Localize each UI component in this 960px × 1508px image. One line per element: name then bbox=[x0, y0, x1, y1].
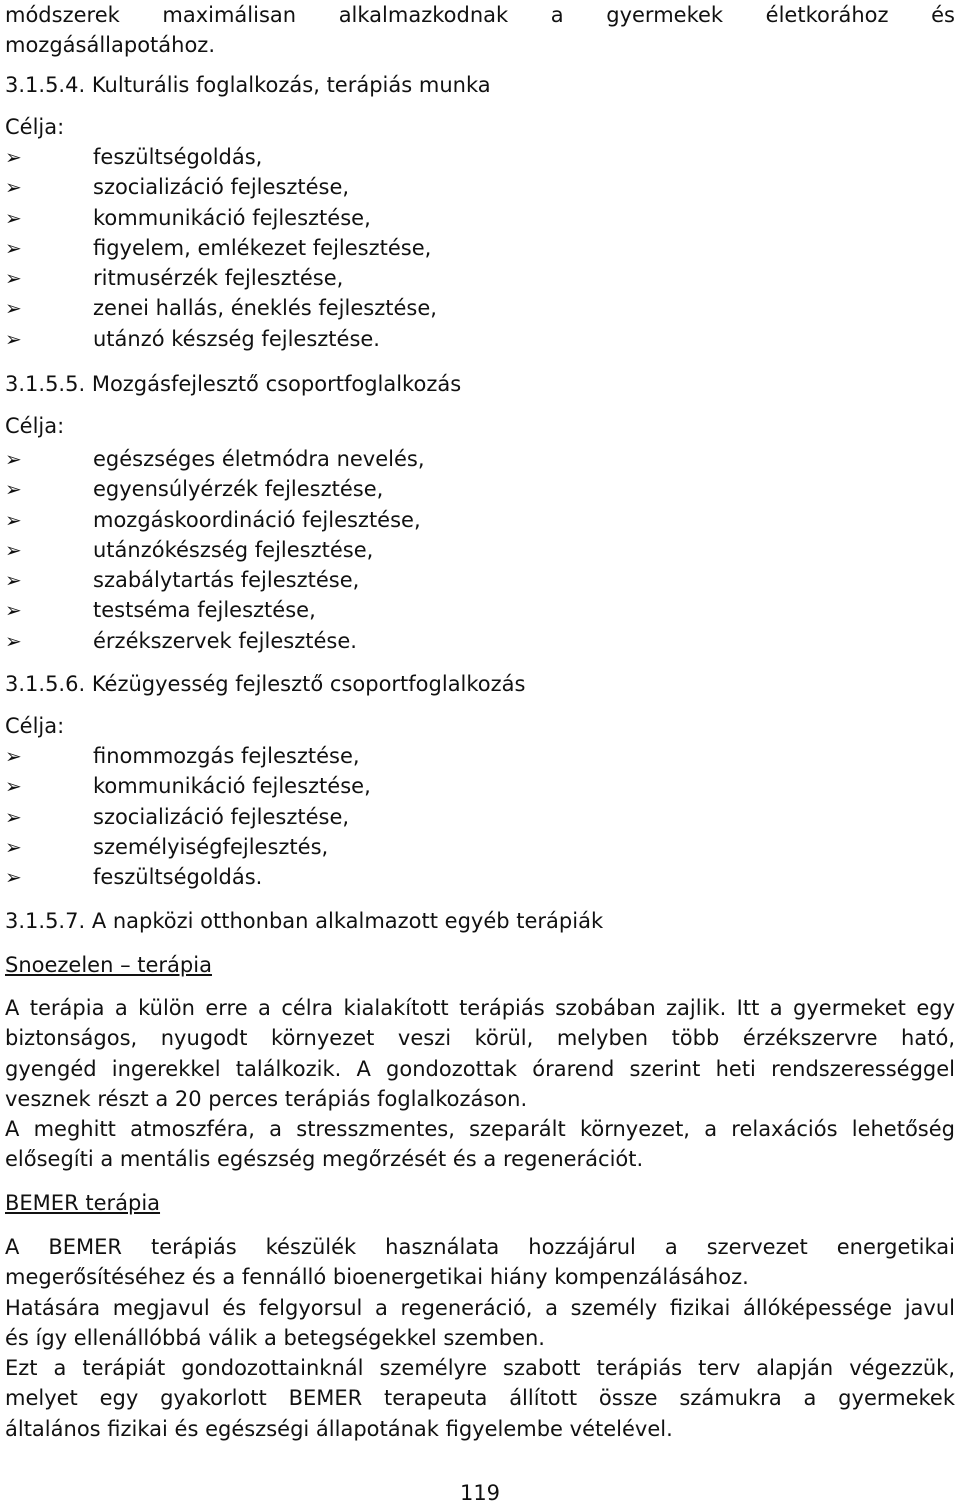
subsection-title: BEMER terápia bbox=[5, 1191, 161, 1215]
goal-label: Célja: bbox=[5, 414, 65, 438]
arrow-bullet-icon: ➢ bbox=[5, 477, 22, 502]
arrow-bullet-icon: ➢ bbox=[5, 235, 22, 260]
section-heading: 3.1.5.5. Mozgásfejlesztő csoportfoglalkozás bbox=[5, 372, 462, 396]
section-heading: 3.1.5.6. Kézügyesség fejlesztő csoportfoglalkozás bbox=[5, 672, 526, 696]
list-item: ➢ figyelem, emlékezet fejlesztése, bbox=[5, 233, 955, 263]
list-item: ➢ utánzó készség fejlesztése. bbox=[5, 324, 955, 354]
list-item: ➢ szocializáció fejlesztése, bbox=[5, 172, 955, 202]
list-item: ➢ finommozgás fejlesztése, bbox=[5, 741, 955, 771]
snoezelen-block bbox=[5, 950, 955, 1175]
list-item: ➢ testséma fejlesztése, bbox=[5, 595, 955, 625]
page-number: 119 bbox=[459, 1481, 501, 1505]
arrow-bullet-icon: ➢ bbox=[5, 205, 22, 230]
paragraph: A BEMER terápiás készülék használata hozzájárul a szervezet energetikai megerősítéséhez és a fennálló bioenergetikai hiány kompenzálásához. bbox=[5, 1235, 955, 1290]
list-item: ➢ szabálytartás fejlesztése, bbox=[5, 565, 955, 595]
arrow-bullet-icon: ➢ bbox=[5, 865, 22, 890]
subsection-title: Snoezelen – terápia bbox=[5, 953, 212, 977]
list-item: ➢ ritmusérzék fejlesztése, bbox=[5, 263, 955, 293]
section-heading: 3.1.5.7. A napközi otthonban alkalmazott egyéb terápiák bbox=[5, 909, 604, 933]
arrow-bullet-icon: ➢ bbox=[5, 598, 22, 623]
goal-label: Célja: bbox=[5, 714, 65, 738]
section-heading: 3.1.5.4. Kulturális foglalkozás, terápiás munka bbox=[5, 73, 491, 97]
list-item: ➢ személyiségfejlesztés, bbox=[5, 832, 955, 862]
arrow-bullet-icon: ➢ bbox=[5, 804, 22, 829]
section-movement bbox=[5, 369, 955, 656]
goal-list bbox=[5, 444, 955, 656]
arrow-bullet-icon: ➢ bbox=[5, 266, 22, 291]
list-item: ➢ kommunikáció fejlesztése, bbox=[5, 203, 955, 233]
goal-list bbox=[5, 142, 955, 354]
arrow-bullet-icon: ➢ bbox=[5, 568, 22, 593]
list-item: ➢ egyensúlyérzék fejlesztése, bbox=[5, 474, 955, 504]
list-item: ➢ érzékszervek fejlesztése. bbox=[5, 626, 955, 656]
arrow-bullet-icon: ➢ bbox=[5, 145, 22, 169]
list-item: ➢ szocializáció fejlesztése, bbox=[5, 802, 955, 832]
intro-line: mozgásállapotához. bbox=[5, 33, 216, 57]
arrow-bullet-icon: ➢ bbox=[5, 447, 22, 471]
arrow-bullet-icon: ➢ bbox=[5, 175, 22, 200]
intro-line: módszerek maximálisan alkalmazkodnak a gyermekek életkorához és bbox=[5, 3, 955, 27]
goal-label: Célja: bbox=[5, 115, 65, 139]
paragraph: A meghitt atmoszféra, a stresszmentes, szeparált környezet, a relaxációs lehetőség elősegíti a mentális egészség megőrzését és a regenerációt. bbox=[5, 1117, 955, 1172]
intro-paragraph bbox=[5, 0, 955, 60]
bemer-block bbox=[5, 1188, 955, 1444]
arrow-bullet-icon: ➢ bbox=[5, 744, 22, 768]
goal-list bbox=[5, 741, 955, 892]
section-cultural bbox=[5, 70, 955, 354]
arrow-bullet-icon: ➢ bbox=[5, 774, 22, 799]
list-item: ➢ feszültségoldás. bbox=[5, 862, 955, 892]
list-item: ➢ egészséges életmódra nevelés, bbox=[5, 444, 955, 474]
list-item: ➢ utánzókészség fejlesztése, bbox=[5, 535, 955, 565]
section-dexterity bbox=[5, 669, 955, 892]
paragraph: Hatására megjavul és felgyorsul a regeneráció, a személy fizikai állóképessége javul és így ellenállóbbá válik a betegségekkel szemben. bbox=[5, 1295, 955, 1350]
section-other-therapies bbox=[5, 906, 955, 936]
list-item: ➢ zenei hallás, éneklés fejlesztése, bbox=[5, 293, 955, 323]
arrow-bullet-icon: ➢ bbox=[5, 834, 22, 859]
arrow-bullet-icon: ➢ bbox=[5, 296, 22, 321]
arrow-bullet-icon: ➢ bbox=[5, 537, 22, 562]
arrow-bullet-icon: ➢ bbox=[5, 628, 22, 653]
arrow-bullet-icon: ➢ bbox=[5, 326, 22, 351]
list-item: ➢ mozgáskoordináció fejlesztése, bbox=[5, 505, 955, 535]
arrow-bullet-icon: ➢ bbox=[5, 507, 22, 532]
paragraph: Ezt a terápiát gondozottainknál személyre szabott terápiás terv alapján végezzük, melyet egy gyakorlott BEMER terapeuta állított össze számukra a gyermekek általános fizikai és egészségi állapotának figyelembe vételével. bbox=[5, 1356, 955, 1441]
list-item: ➢ kommunikáció fejlesztése, bbox=[5, 771, 955, 801]
list-item: ➢ feszültségoldás, bbox=[5, 142, 955, 172]
paragraph: A terápia a külön erre a célra kialakított terápiás szobában zajlik. Itt a gyermeket egy biztonságos, nyugodt környezet veszi körül, melyben több érzékszervre ható, gyengéd ingerekkel találkozik. A gondozottak órarend szerint heti rendszerességgel vesznek részt a 20 perces terápiás foglalkozáson. bbox=[5, 996, 955, 1111]
